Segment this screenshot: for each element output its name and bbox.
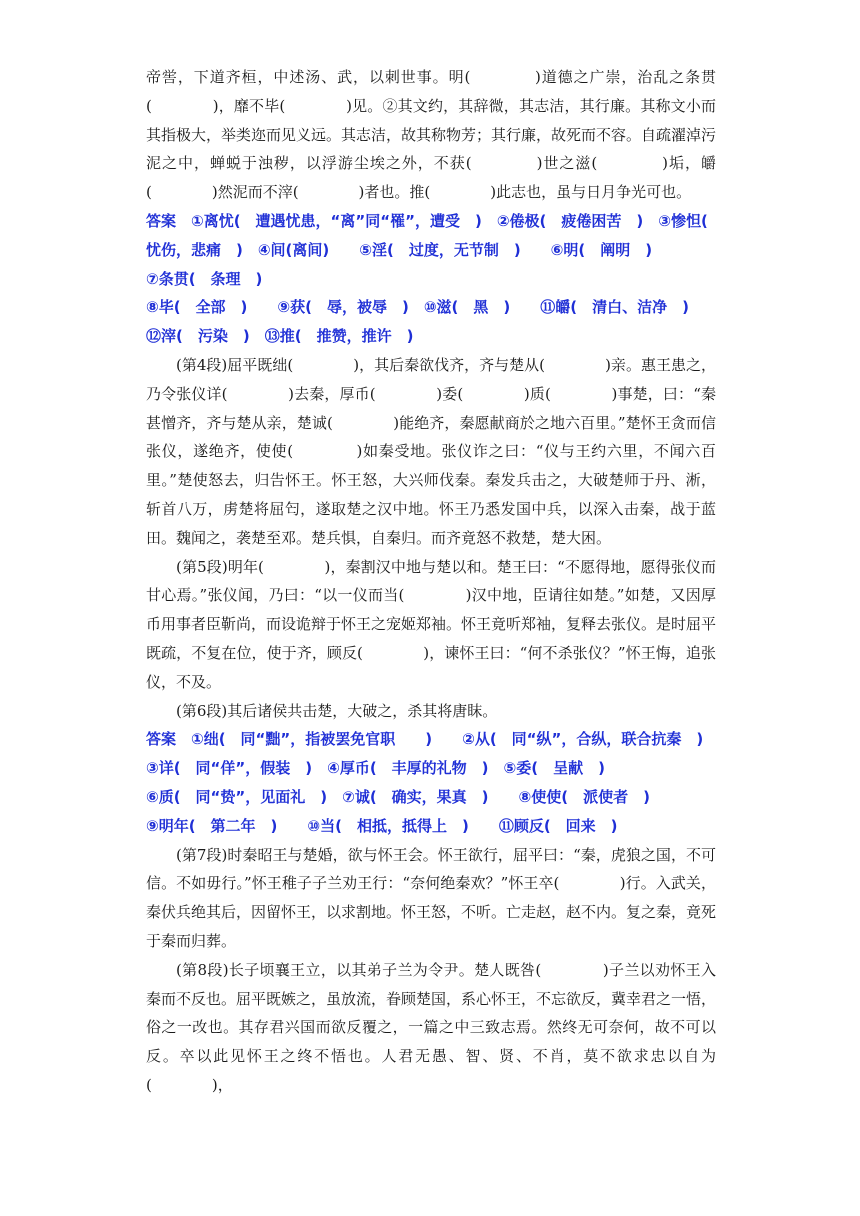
paragraph-3-continued: 帝喾，下道齐桓，中述汤、武，以刺世事。明( )道德之广崇，治乱之条贯( )，靡不毕( )见。②其文约，其辞微，其志洁，其行廉。其称文小而其指极大，举类迩而见义远。其志洁，故其称物芳；其行廉，故死而不容。自疏濯淖污泥之中，蝉蜕于浊秽，以浮游尘埃之外，不获( )世之滋( )垢，皭( )然泥而不滓( )者也。推( )此志也，虽与日月争光可也。 xyxy=(146,68,717,202)
answer-block-1 xyxy=(146,207,723,351)
answer-line: ⑧毕( 全部 ) ⑨获( 辱，被辱 ) ⑩滋( 黑 ) ⑪皭( 清白、洁净 ) xyxy=(146,298,689,317)
answer-line: ③详( 同“佯”，假装 ) ④厚币( 丰厚的礼物 ) ⑤委( 呈献 ) xyxy=(146,759,605,778)
paragraph-7: (第7段)时秦昭王与楚婚，欲与怀王会。怀王欲行，屈平曰：“秦，虎狼之国，不可信。不如毋行。”怀王稚子子兰劝王行：“奈何绝秦欢？”怀王卒( )行。入武关，秦伏兵绝其后，因留怀王，以求割地。怀王怒，不听。亡走赵，赵不内。复之秦，竟死于秦而归葬。 xyxy=(146,845,717,950)
answer-line: ⑨明年( 第二年 ) ⑩当( 相抵，抵得上 ) ⑪顾反( 回来 ) xyxy=(146,816,618,835)
answer-line: ⑫滓( 污染 ) ⑬推( 推赞，推许 ) xyxy=(146,327,414,346)
answer-block-2 xyxy=(146,725,716,840)
document-page xyxy=(146,63,723,1100)
answer-line: 答案 ①绌( 同“黜”，指被罢免官职 ) ②从( 同“纵”，合纵，联合抗秦 ) xyxy=(146,730,704,749)
answer-line: ⑥质( 同“贽”，见面礼 ) ⑦诚( 确实，果真 ) ⑧使使( 派使者 ) xyxy=(146,787,650,806)
paragraph-8: (第8段)长子顷襄王立，以其弟子兰为令尹。楚人既咎( )子兰以劝怀王入秦而不反也。屈平既嫉之，虽放流，眷顾楚国，系心怀王，不忘欲反，冀幸君之一悟，俗之一改也。其存君兴国而欲反覆之，一篇之中三致志焉。然终无可奈何，故不可以反。卒以此见怀王之终不悟也。人君无愚、智、贤、不肖，莫不欲求忠以自为( )， xyxy=(146,960,717,1094)
answer-line: ⑦条贯( 条理 ) xyxy=(146,269,263,288)
paragraph-4: (第4段)屈平既绌( )，其后秦欲伐齐，齐与楚从( )亲。惠王患之，乃令张仪详( )去秦，厚币( )委( )质( )事楚，曰：“秦甚憎齐，齐与楚从亲，楚诚( )能绝齐，秦愿献商於之地六百里。”楚怀王贪而信张仪，遂绝齐，使使( )如秦受地。张仪诈之曰：“仪与王约六里，不闻六百里。”楚使怒去，归告怀王。怀王怒，大兴师伐秦。秦发兵击之，大破楚师于丹、淅，斩首八万，虏楚将屈匄，遂取楚之汉中地。怀王乃悉发国中兵，以深入击秦，战于蓝田。魏闻之，袭楚至邓。楚兵惧，自秦归。而齐竟怒不救楚，楚大困。 xyxy=(146,355,716,547)
answer-line: 答案 ①离忧( 遭遇忧患，“离”同“罹”，遭受 ) ②倦极( 疲倦困苦 ) ③惨怛( 忧伤，悲痛 ) ④间(离间) ⑤淫( 过度，无节制 ) ⑥明( 阐明 ) xyxy=(146,211,723,259)
paragraph-5: (第5段)明年( )，秦割汉中地与楚以和。楚王曰：“不愿得地，愿得张仪而甘心焉。”张仪闻，乃曰：“以一仪而当( )汉中地，臣请往如楚。”如楚，又因厚币用事者臣靳尚，而设诡辩于怀王之宠姬郑袖。怀王竟听郑袖，复释去张仪。是时屈平既疏，不复在位，使于齐，顾反( )，谏怀王曰：“何不杀张仪？”怀王悔，追张仪，不及。 xyxy=(146,557,717,691)
paragraph-6: (第6段)其后诸侯共击楚，大破之，杀其将唐眜。 xyxy=(176,701,498,720)
